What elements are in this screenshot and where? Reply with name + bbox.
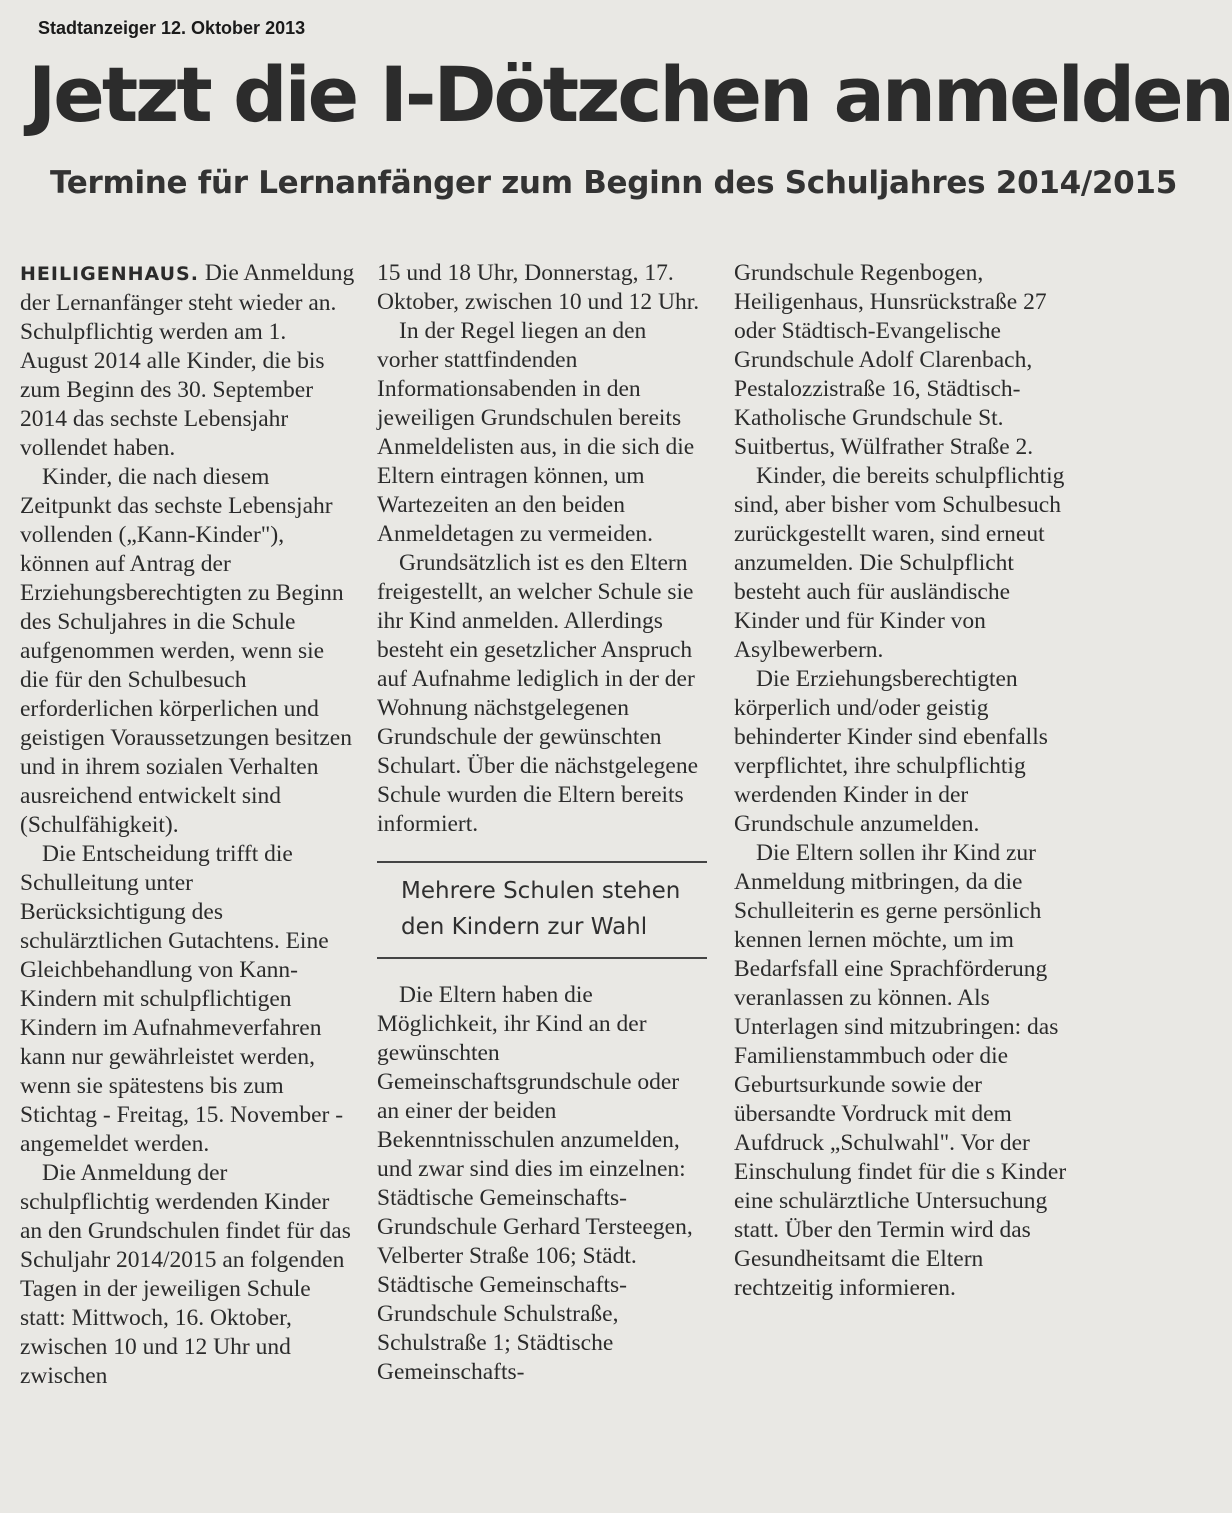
paragraph: 15 und 18 Uhr, Donnerstag, 17. Oktober, zwischen 10 und 12 Uhr.	[377, 260, 700, 315]
paragraph-text: Die Anmeldung der Lernanfänger steht wieder an. Schulpflichtig werden am 1. August 2014 alle Kinder, die bis zum Beginn des 30. September 2014 das sechste Lebensjahr vollendet haben.	[20, 260, 355, 461]
paragraph: Kinder, die bereits schulpflichtig sind, aber bisher vom Schulbesuch zurückgestellt waren, sind erneut anzumelden. Die Schulpflicht besteht auch für ausländische Kinder und für Kinder von Asylbewerbern.	[734, 463, 1065, 663]
dateline: HEILIGENHAUS.	[20, 263, 199, 285]
pull-quote-box: Mehrere Schulen stehen den Kindern zur Wahl	[377, 861, 707, 959]
paragraph: Die Erziehungsberechtigten körperlich und/oder geistig behinderter Kinder sind ebenfalls verpflichtet, ihre schulpflichtig werdenden Kinder in der Grundschule anzumelden.	[734, 666, 1048, 837]
source-line: Stadtanzeiger 12. Oktober 2013	[38, 18, 306, 38]
paragraph: Die Anmeldung der schulpflichtig werdenden Kinder an den Grundschulen findet für das Schuljahr 2014/2015 an folgenden Tagen in der jeweiligen Schule statt: Mittwoch, 16. Oktober, zwischen 10 und 12 Uhr und zwischen	[20, 1160, 351, 1389]
subheadline: Termine für Lernanfänger zum Beginn des Schuljahres 2014/2015	[50, 165, 1177, 201]
paragraph: Kinder, die nach diesem Zeitpunkt das sechste Lebensjahr vollenden („Kann-Kinder"), können auf Antrag der Erziehungsberechtigten zu Beginn des Schuljahres in die Schule aufgenommen werden, wenn sie die für den Schulbesuch erforderlichen körperlichen und geistigen Voraussetzungen besitzen und in ihrem sozialen Verhalten ausreichend entwickelt sind (Schulfähigkeit).	[20, 464, 352, 838]
paragraph: Die Entscheidung trifft die Schulleitung unter Berücksichtigung des schulärztlichen Gutachtens. Eine Gleichbehandlung von Kann-Kindern mit schulpflichtigen Kindern im Aufnahmeverfahren kann nur gewährleistet werden, wenn sie spätestens bis zum Stichtag - Freitag, 15. November - angemeldet werden.	[20, 841, 344, 1157]
article-column-2	[377, 259, 707, 1387]
headline: Jetzt die I-Dötzchen anmelden	[28, 50, 1232, 139]
paragraph: Die Eltern sollen ihr Kind zur Anmeldung mitbringen, da die Schulleiterin es gerne persönlich kennen lernen möchte, um im Bedarfsfall eine Sprachförderung veranlassen zu können. Als Unterlagen sind mitzubringen: das Familienstammbuch oder die Geburtsurkunde sowie der übersandte Vordruck mit dem Aufdruck „Schulwahl". Vor der Einschulung findet für die s Kinder eine schulärztliche Untersuchung statt. Über den Termin wird das Gesundheitsamt die Eltern rechtzeitig informieren.	[734, 840, 1067, 1301]
paragraph	[20, 259, 355, 463]
paragraph: Grundschule Regenbogen, Heiligenhaus, Hunsrückstraße 27 oder Städtisch-Evangelische Grundschule Adolf Clarenbach, Pestalozzistraße 16, Städtisch-Katholische Grundschule St. Suitbertus, Wülfrather Straße 2.	[734, 260, 1047, 460]
paragraph: Die Eltern haben die Möglichkeit, ihr Kind an der gewünschten Gemeinschaftsgrundschule oder an einer der beiden Bekenntnisschulen anzumelden, und zwar sind dies im einzelnen: Städtische Gemeinschafts-Grundschule Gerhard Tersteegen, Velberter Straße 106; Städt. Städtische Gemeinschafts-Grundschule Schulstraße, Schulstraße 1; Städtische Gemeinschafts-	[377, 982, 693, 1385]
article-column-3	[734, 259, 1069, 1303]
article-column-1	[20, 259, 355, 1391]
paragraph: In der Regel liegen an den vorher stattfindenden Informationsabenden in den jeweiligen Grundschulen bereits Anmeldelisten aus, in die sich die Eltern eintragen können, um Wartezeiten an den beiden Anmeldetagen zu vermeiden.	[377, 318, 695, 547]
paragraph: Grundsätzlich ist es den Eltern freigestellt, an welcher Schule sie ihr Kind anmelden. Allerdings besteht ein gesetzlicher Anspruch auf Aufnahme lediglich in der der Wohnung nächstgelegenen Grundschule der gewünschten Schulart. Über die nächstgelegene Schule wurden die Eltern bereits informiert.	[377, 550, 699, 837]
